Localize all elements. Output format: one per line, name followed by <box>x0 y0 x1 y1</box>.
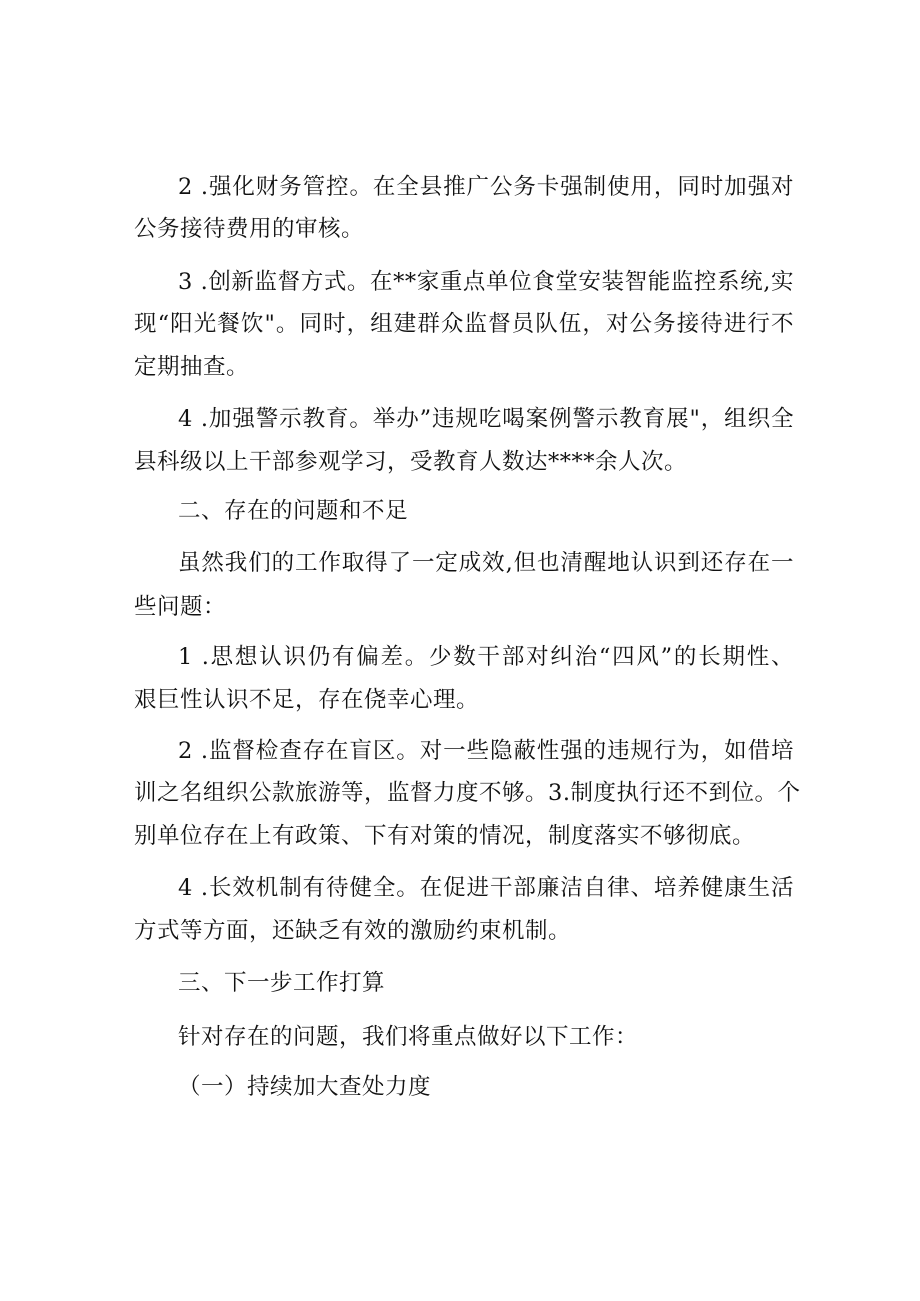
paragraph-line: 3 .创新监督方式。在**家重点单位食堂安装智能监控系统,实 <box>178 269 794 295</box>
paragraph-line: 4 .长效机制有待健全。在促进干部廉洁自律、培养健康生活 <box>178 875 794 901</box>
paragraph-line: 针对存在的问题，我们将重点做好以下工作： <box>178 1024 639 1050</box>
paragraph-line: 4 .加强警示教育。举办”违规吃喝案例警示教育展"，组织全 <box>178 406 794 432</box>
paragraph-line: 现“阳光餐饮"。同时，组建群众监督员队伍，对公务接待进行不 <box>134 311 794 337</box>
paragraph-line: 1 .思想认识仍有偏差。少数干部对纠治“四风”的长期性、 <box>178 644 794 670</box>
subsection-heading: （一）持续加大查处力度 <box>178 1074 432 1100</box>
paragraph-line: 2 .监督检查存在盲区。对一些隐蔽性强的违规行为，如借培 <box>178 738 794 764</box>
paragraph-line: 公务接待费用的审核。 <box>134 216 365 242</box>
paragraph-line: 训之名组织公款旅游等，监督力度不够。3.制度执行还不到位。个 <box>134 780 801 806</box>
section-heading: 二、存在的问题和不足 <box>178 498 409 524</box>
paragraph-line: 艰巨性认识不足，存在侥幸心理。 <box>134 687 480 713</box>
paragraph-line: 方式等方面，还缺乏有效的激励约束机制。 <box>134 918 572 944</box>
paragraph-line: 别单位存在上有政策、下有对策的情况，制度落实不够彻底。 <box>134 823 756 849</box>
paragraph-line: 些问题： <box>134 594 227 620</box>
paragraph-line: 虽然我们的工作取得了一定成效,但也清醒地认识到还存在一 <box>178 550 794 576</box>
section-heading: 三、下一步工作打算 <box>178 970 386 996</box>
paragraph-line: 定期抽查。 <box>134 354 250 380</box>
paragraph-line: 县科级以上干部参观学习，受教育人数达****余人次。 <box>134 449 688 475</box>
paragraph-line: 2 .强化财务管控。在全县推广公务卡强制使用，同时加强对 <box>178 174 794 200</box>
